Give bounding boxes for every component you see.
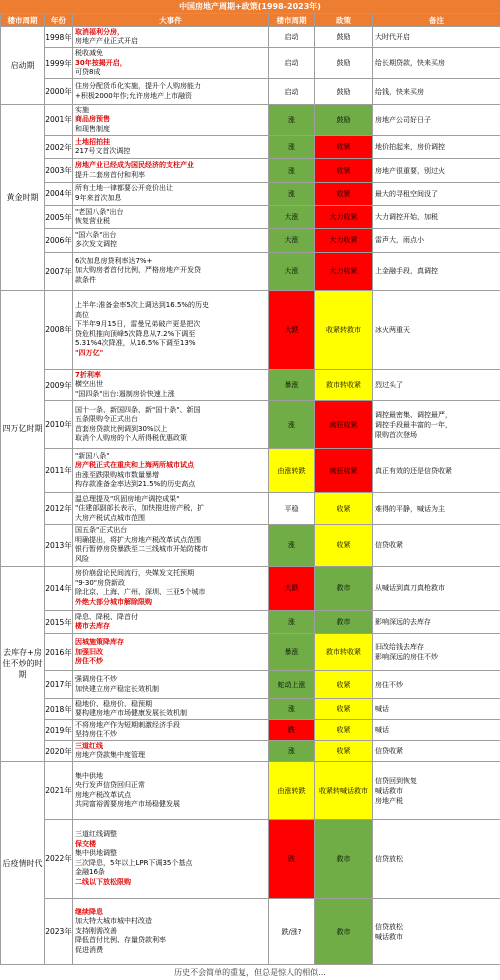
note-cell: [373, 525, 500, 566]
note-cell: [373, 634, 500, 671]
period-cell: 启动期: [1, 27, 45, 105]
event-line: 多次发文调控: [75, 240, 117, 249]
event-line: 217号文首次调控: [75, 147, 131, 156]
table-row: [1, 27, 500, 48]
table-row: [1, 819, 500, 898]
policy-cell: 鼓励: [315, 27, 373, 48]
table-row: [1, 205, 500, 228]
event-cell: [73, 159, 269, 182]
event-line: 坚持房住不炒: [75, 730, 117, 739]
event-line: 高位: [75, 310, 89, 319]
table-row: [1, 698, 500, 719]
event-cell: [73, 79, 269, 104]
sheet-title: 中国房地产周期+政策(1998-2023年): [0, 0, 500, 13]
event-line: 三道红线: [75, 741, 103, 750]
event-line: 促进消费: [75, 945, 103, 954]
note-cell: [373, 493, 500, 525]
policy-cell: 收紧: [315, 671, 373, 699]
cycle-cell: 由涨转跌: [269, 762, 315, 819]
policy-cell: 收紧: [315, 493, 373, 525]
event-line: 加快建立房产稳定长效机制: [75, 684, 159, 693]
cycle-cell: 大涨: [269, 252, 315, 290]
note-cell: [373, 182, 500, 205]
event-cell: [73, 370, 269, 401]
event-line: 款条件: [75, 275, 96, 284]
year-cell: 2015年: [45, 611, 73, 634]
event-line: 房价崩盘论民间流行，央媒发文托预期: [75, 569, 194, 578]
year-cell: 2005年: [45, 205, 73, 228]
event-line: 商品房预售: [75, 115, 110, 124]
event-cell: [73, 762, 269, 819]
event-line: 继续降息: [75, 907, 103, 916]
cycle-cell: 启动: [269, 48, 315, 79]
policy-cell: 收紧: [315, 159, 373, 182]
event-line: 提升二套房首付和利率: [75, 170, 145, 179]
event-cell: [73, 182, 269, 205]
note-line: 喊话: [375, 726, 389, 735]
event-line: 可贷8成: [75, 68, 101, 77]
note-cell: [373, 401, 500, 449]
event-line: 9年来首次加息: [75, 193, 122, 202]
note-cell: [373, 671, 500, 699]
event-line: "老国八条"出台: [75, 207, 124, 216]
policy-cell: 收紧: [315, 136, 373, 159]
policy-cell: 收紧: [315, 182, 373, 205]
cycle-cell: 大涨: [269, 229, 315, 252]
table-row: [1, 493, 500, 525]
table-row: [1, 566, 500, 610]
note-cell: [373, 762, 500, 819]
event-line: 取消个人购房的个人所得税优惠政策: [75, 434, 187, 443]
table-row: [1, 136, 500, 159]
cycle-cell: 启动: [269, 79, 315, 104]
note-line: 影响深远的去库存: [375, 618, 431, 627]
event-cell: [73, 720, 269, 741]
event-cell: [73, 104, 269, 135]
table-row: [1, 401, 500, 449]
header-policy: 政策: [315, 14, 373, 27]
note-line: 信贷收紧: [375, 541, 403, 550]
cycle-cell: 涨: [269, 104, 315, 135]
note-line: 喊话救市: [375, 786, 403, 795]
event-line: 保交楼: [75, 839, 96, 848]
policy-cell: 疯狂收紧: [315, 449, 373, 493]
note-line: 房住不炒: [375, 680, 403, 689]
note-cell: [373, 566, 500, 610]
note-line: 房地产税: [375, 796, 403, 805]
event-cell: [73, 27, 269, 48]
event-line: 国五条"正式出台: [75, 526, 128, 535]
event-line: 三次降息，5年以上LPR下调35个基点: [75, 858, 193, 867]
note-cell: [373, 104, 500, 135]
note-line: 喊话: [375, 705, 389, 713]
period-cell: 去库存+房住不炒的时期: [1, 566, 45, 762]
policy-cell: 救市: [315, 566, 373, 610]
note-line: 房地产很重要，别过火: [375, 166, 445, 175]
event-line: 集中供地: [75, 771, 103, 780]
cycle-cell: 涨: [269, 182, 315, 205]
header-row: [1, 14, 500, 27]
year-cell: 2023年: [45, 899, 73, 965]
header-note: 备注: [373, 14, 500, 27]
cycle-cell: 大跌: [269, 290, 315, 369]
event-line: "四万亿": [75, 348, 104, 357]
event-line: 不将房地产作为短期刺激经济手段: [75, 720, 180, 729]
note-cell: [373, 290, 500, 369]
note-line: 给长期贷款，快来买房: [375, 59, 445, 68]
note-line: 旧改给钱去库存: [375, 643, 424, 652]
table-row: [1, 899, 500, 965]
note-line: 上金融手段，真调控: [375, 267, 438, 276]
table-row: [1, 104, 500, 135]
event-line: 取消福利分房，: [75, 27, 124, 36]
table-row: [1, 370, 500, 401]
header-event: 大事件: [73, 14, 269, 27]
year-cell: 2021年: [45, 762, 73, 819]
policy-cell: 救市: [315, 899, 373, 965]
note-line: 冰火两重天: [375, 325, 410, 334]
policy-cell: 收紧: [315, 525, 373, 566]
event-cell: [73, 136, 269, 159]
policy-cell: 大力收紧: [315, 252, 373, 290]
event-line: "国六条"出台: [75, 230, 117, 239]
year-cell: 2006年: [45, 229, 73, 252]
year-cell: 1998年: [45, 27, 73, 48]
event-line: 房产税正式在重庆和上海两所城市试点: [75, 461, 194, 470]
note-line: 大时代开启: [375, 33, 410, 42]
event-line: 由涨至跌限购城市数量暴增: [75, 470, 159, 479]
table-row: [1, 79, 500, 104]
cycle-cell: 跌: [269, 819, 315, 898]
note-line: 影响深远的房住不炒: [375, 653, 438, 662]
policy-cell: 收紧: [315, 741, 373, 762]
header-cycle: 楼市周期: [269, 14, 315, 27]
event-line: 明确提出，将扩大房地产税改革试点范围: [75, 535, 201, 544]
event-line: 三道红线调整: [75, 830, 117, 839]
event-line: 银行暂停房贷暴跌至二三线城市开始防楼市: [75, 545, 208, 554]
event-line: 稳地价、稳房价、稳预期: [75, 699, 152, 708]
note-cell: [373, 159, 500, 182]
cycle-cell: 由涨转跌: [269, 449, 315, 493]
event-line: 国十一条、新国四条、新"国十条"、新国: [75, 405, 201, 414]
event-cell: [73, 290, 269, 369]
table-row: [1, 634, 500, 671]
event-line: 除北京、上海、广州、深圳、三亚5个城市: [75, 588, 206, 597]
note-line: 信贷收紧: [375, 747, 403, 756]
event-line: 房地产贷款集中度管理: [75, 751, 145, 760]
table-row: [1, 611, 500, 634]
event-line: 恢复营业税: [75, 217, 110, 226]
event-cell: [73, 611, 269, 634]
policy-cell: 大力收紧: [315, 205, 373, 228]
year-cell: 2014年: [45, 566, 73, 610]
event-line: 5.31%4次降准，从16.5%下调至13%: [75, 339, 196, 348]
event-line: +积极2000年作;允许房地产上市融资: [75, 91, 193, 100]
header-year: 年份: [45, 14, 73, 27]
event-line: 实施: [75, 105, 89, 114]
event-line: 30年按揭开启，: [75, 58, 127, 67]
cycle-cell: 涨: [269, 698, 315, 719]
event-cell: [73, 401, 269, 449]
event-cell: [73, 493, 269, 525]
year-cell: 1999年: [45, 48, 73, 79]
event-cell: [73, 229, 269, 252]
note-cell: [373, 229, 500, 252]
cycle-cell: 涨: [269, 611, 315, 634]
note-cell: [373, 252, 500, 290]
note-line: 烈过头了: [375, 381, 403, 390]
event-cell: [73, 252, 269, 290]
policy-cell: 收紧转喊话救市: [315, 762, 373, 819]
event-line: 6次加息房贷利率达7%+: [75, 256, 153, 265]
event-line: 税收减免: [75, 49, 103, 58]
event-line: 房地产业已经成为国民经济的支柱产业: [75, 161, 194, 169]
table-row: [1, 741, 500, 762]
event-line: "9·30"房贷新政: [75, 578, 126, 587]
event-line: 降低首付比例、存量贷款利率: [75, 936, 166, 945]
year-cell: 2009年: [45, 370, 73, 401]
note-line: 房地产公司好日子: [375, 115, 431, 124]
cycle-cell: 涨: [269, 525, 315, 566]
table-row: [1, 229, 500, 252]
event-line: 所有土地一律都要公开竞价出让: [75, 184, 173, 193]
policy-cell: 鼓励: [315, 48, 373, 79]
event-line: 首套房贷款比例调到30%以上: [75, 424, 168, 433]
table-row: [1, 525, 500, 566]
cycle-cell: 跌/涨?: [269, 899, 315, 965]
policy-cell: 收紧: [315, 698, 373, 719]
cycle-cell: 暴涨: [269, 634, 315, 671]
event-line: 外绝大部分城市解除限购: [75, 597, 152, 606]
event-line: 房地产产业正式开启: [75, 37, 138, 46]
event-line: 共同富裕需要房地产市场稳健发展: [75, 800, 180, 809]
note-cell: [373, 741, 500, 762]
note-line: 信贷放松: [375, 922, 403, 931]
policy-cell: 鼓励: [315, 79, 373, 104]
event-line: 横空出世: [75, 380, 103, 389]
policy-table: [0, 13, 500, 965]
year-cell: 2022年: [45, 819, 73, 898]
event-line: 加强旧改: [75, 647, 103, 656]
event-cell: [73, 525, 269, 566]
table-row: [1, 290, 500, 369]
event-line: 上半年:准备金率5次上调达到16.5%的历史: [75, 301, 210, 310]
event-line: 楼市去库存: [75, 622, 110, 631]
note-cell: [373, 79, 500, 104]
footer-note: 历史不会简单的重复，但总是惊人的相似...: [174, 968, 326, 977]
note-cell: [373, 899, 500, 965]
event-line: 降息、降税、降首付: [75, 612, 138, 621]
cycle-cell: 涨: [269, 159, 315, 182]
header-period: 楼市周期: [1, 14, 45, 27]
event-line: 央行发声信贷回归正常: [75, 781, 145, 790]
event-cell: [73, 566, 269, 610]
policy-cell: 救市转收紧: [315, 634, 373, 671]
table-row: [1, 252, 500, 290]
year-cell: 2019年: [45, 720, 73, 741]
note-cell: [373, 819, 500, 898]
note-line: 信贷回到恢复: [375, 776, 417, 785]
table-row: [1, 48, 500, 79]
note-line: 调控最密集、调控最严，: [375, 410, 452, 419]
event-line: 下半年9月15日，雷曼兄弟破产更是把次: [75, 320, 201, 329]
year-cell: 2008年: [45, 290, 73, 369]
event-cell: [73, 634, 269, 671]
cycle-cell: 启动: [269, 27, 315, 48]
cycle-cell: 暴涨: [269, 370, 315, 401]
event-line: 支持刚需改善: [75, 926, 117, 935]
policy-cell: 大力收紧: [315, 229, 373, 252]
table-row: [1, 720, 500, 741]
event-line: 7折利率: [75, 370, 101, 379]
event-cell: [73, 48, 269, 79]
event-cell: [73, 671, 269, 699]
policy-cell: 收紧: [315, 720, 373, 741]
year-cell: 2012年: [45, 493, 73, 525]
event-line: 要构建房地产市场健康发展长效机制: [75, 709, 187, 717]
year-cell: 2004年: [45, 182, 73, 205]
note-line: 给钱，快来买房: [375, 87, 424, 96]
event-line: 五条限购令正式出台: [75, 415, 138, 424]
table-row: [1, 449, 500, 493]
event-cell: [73, 899, 269, 965]
note-line: 难得的平静，喊话为主: [375, 504, 445, 513]
event-line: 构存款准备金率达到21.5%的历史高点: [75, 480, 196, 489]
event-line: 房地产税改革试点: [75, 790, 131, 799]
event-line: 大房产税试点城市范围: [75, 513, 145, 522]
table-row: [1, 762, 500, 819]
note-line: 喊话救市: [375, 932, 403, 941]
note-line: 限购首次登场: [375, 430, 417, 439]
note-line: 调控手段最丰富的一年，: [375, 420, 452, 429]
note-line: 地价拍起来，房价调控: [375, 143, 445, 152]
note-cell: [373, 698, 500, 719]
cycle-cell: 涨: [269, 136, 315, 159]
note-line: 雷声大，雨点小: [375, 236, 424, 245]
event-line: 二线以下放松限购: [75, 877, 131, 886]
year-cell: 2003年: [45, 159, 73, 182]
event-line: 加大特大城市城中村改造: [75, 917, 152, 926]
policy-cell: 救市转收紧: [315, 370, 373, 401]
note-line: 真正有效的还是信贷收紧: [375, 466, 452, 475]
note-line: 从喊话到真刀真枪救市: [375, 584, 445, 593]
event-line: 加大购房者首付比例，严格房地产开发贷: [75, 266, 201, 275]
cycle-cell: 平稳: [269, 493, 315, 525]
policy-cell: 救市: [315, 819, 373, 898]
note-cell: [373, 136, 500, 159]
table-row: [1, 159, 500, 182]
year-cell: 2017年: [45, 671, 73, 699]
event-line: 风险: [75, 554, 89, 563]
year-cell: 2000年: [45, 79, 73, 104]
event-line: 和现售制度: [75, 124, 110, 133]
event-line: "国四条"出台:遏制房价快速上涨: [75, 389, 175, 398]
cycle-cell: 大跌: [269, 566, 315, 610]
event-line: 贷危机推向顶峰5次降息从7.2%下调至: [75, 329, 196, 338]
year-cell: 2016年: [45, 634, 73, 671]
table-row: [1, 671, 500, 699]
year-cell: 2018年: [45, 698, 73, 719]
period-cell: 黄金时期: [1, 104, 45, 290]
table-row: [1, 182, 500, 205]
note-cell: [373, 611, 500, 634]
cycle-cell: 大涨: [269, 205, 315, 228]
event-line: 房住不炒: [75, 657, 103, 666]
event-cell: [73, 449, 269, 493]
note-line: 最大的寻租空间没了: [375, 189, 438, 198]
event-line: "新国八条": [75, 451, 110, 460]
event-line: 金融16条: [75, 868, 105, 877]
event-cell: [73, 205, 269, 228]
policy-cell: 救市: [315, 611, 373, 634]
year-cell: 2010年: [45, 401, 73, 449]
note-cell: [373, 205, 500, 228]
year-cell: 2002年: [45, 136, 73, 159]
note-cell: [373, 720, 500, 741]
year-cell: 2011年: [45, 449, 73, 493]
event-line: 住房分配货币化实施，提升个人购房能力: [75, 82, 201, 91]
cycle-cell: 涨: [269, 741, 315, 762]
note-line: 信贷放松: [375, 854, 403, 863]
policy-cell: 疯狂收紧: [315, 401, 373, 449]
period-cell: 四万亿时期: [1, 290, 45, 566]
note-cell: [373, 370, 500, 401]
event-line: 土地招拍挂: [75, 137, 110, 146]
event-line: 因城施策降库存: [75, 638, 124, 647]
event-cell: [73, 741, 269, 762]
event-line: 集中供地调整: [75, 849, 117, 858]
note-cell: [373, 27, 500, 48]
note-cell: [373, 449, 500, 493]
cycle-cell: 蛇动上涨: [269, 671, 315, 699]
year-cell: 2013年: [45, 525, 73, 566]
note-line: 大力调控开始，加税: [375, 213, 438, 222]
note-cell: [373, 48, 500, 79]
event-line: "住建部副部长表示，加快推进房产税，扩: [75, 504, 205, 513]
year-cell: 2007年: [45, 252, 73, 290]
policy-cell: 收紧转救市: [315, 290, 373, 369]
event-line: 温总理提及"巩固房地产调控成果": [75, 494, 180, 503]
cycle-cell: 跌: [269, 720, 315, 741]
cycle-cell: 涨: [269, 401, 315, 449]
policy-cell: 鼓励: [315, 104, 373, 135]
period-cell: 后疫情时代: [1, 762, 45, 965]
year-cell: 2001年: [45, 104, 73, 135]
event-cell: [73, 698, 269, 719]
event-cell: [73, 819, 269, 898]
event-line: 强调房住不炒: [75, 675, 117, 684]
year-cell: 2020年: [45, 741, 73, 762]
